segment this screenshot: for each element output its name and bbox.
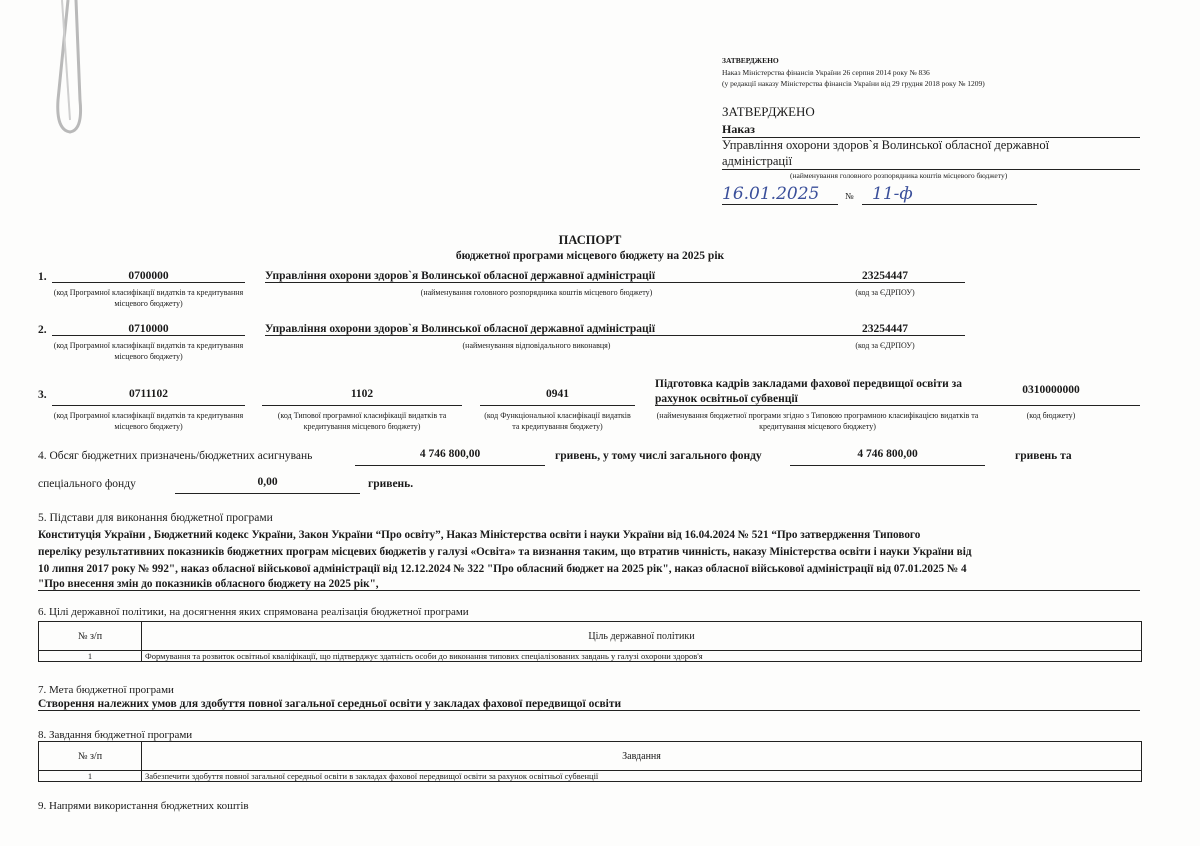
legal-basis-line: 10 липня 2017 року № 992", наказ обласної військової адміністрації від 12.12.2024 № 322 "Про обласний бюджет на 2025 рік", наказ обласної військової адміністрації від 07.01.2025 № 4: [38, 563, 967, 575]
typical-code: 1102: [262, 388, 462, 406]
functional-code: 0941: [480, 388, 635, 406]
approval-caption: (найменування головного розпорядника коштів місцевого бюджету): [790, 171, 1008, 180]
page-title: ПАСПОРТ: [558, 233, 622, 247]
typical-caption: (код Типової програмної класифікації видатків та кредитування місцевого бюджету): [277, 411, 447, 431]
paperclip-image: [28, 0, 88, 150]
table-header: [39, 622, 1142, 651]
general-fund-amount: 4 746 800,00: [790, 448, 985, 466]
approval-date: 16.01.2025: [722, 184, 838, 205]
row-number: 1: [39, 771, 142, 782]
special-fund-label: спеціального фонду: [38, 478, 136, 490]
section5-heading: 5. Підстави для виконання бюджетної програми: [38, 512, 273, 524]
column-header: № з/п: [39, 622, 142, 651]
section4-end-text: гривень та: [1015, 450, 1072, 462]
edrpou-caption: (код за ЄДРПОУ): [855, 288, 915, 297]
program-caption: (найменування бюджетної програми згідно з Типовою програмною класифікацією видатків та кредитування місцевого бюджету): [656, 411, 979, 431]
policy-goals-table: [38, 621, 1142, 662]
section4-label: 4. Обсяг бюджетних призначень/бюджетних асигнувань: [38, 450, 313, 462]
special-fund-unit: гривень.: [368, 478, 414, 490]
program-goal: Створення належних умов для здобуття повної загальної середньої освіти у закладах фахової передвищої освіти: [38, 698, 1140, 711]
column-header: Завдання: [142, 742, 1142, 771]
code-caption: (код Програмної класифікації видатків та кредитування місцевого бюджету): [53, 411, 244, 431]
page-subtitle: бюджетної програми місцевого бюджету на 2025 рік: [455, 250, 725, 262]
program-name: Підготовка кадрів закладами фахової передвищої освіти за: [655, 378, 963, 390]
column-header: Ціль державної політики: [142, 622, 1142, 651]
edrpou-caption: (код за ЄДРПОУ): [855, 341, 915, 350]
functional-caption: (код Функціональної класифікації видатків та кредитування бюджету): [484, 411, 631, 431]
table-row: [39, 651, 1142, 662]
edrpou-code: 23254447: [805, 323, 965, 336]
approval-note-title: ЗАТВЕРДЖЕНО: [722, 56, 779, 65]
row-number: 1: [39, 651, 142, 662]
legal-basis-line: переліку результативних показників бюджетних програм місцевих бюджетів у галузі «Освіта» та визнання таким, що втратив чинність, наказу Міністерства освіти і науки України від: [38, 546, 972, 558]
total-amount: 4 746 800,00: [355, 448, 545, 466]
program-code: 0700000: [52, 270, 245, 283]
section7-heading: 7. Мета бюджетної програми: [38, 684, 174, 696]
program-name: рахунок освітньої субвенції: [655, 393, 980, 406]
program-code: 0711102: [52, 388, 245, 406]
executor-name: Управління охорони здоров`я Волинської обласної державної адміністрації: [265, 323, 808, 336]
code-caption: (код Програмної класифікації видатків та кредитування місцевого бюджету): [53, 288, 244, 308]
name-caption: (найменування головного розпорядника коштів місцевого бюджету): [420, 288, 653, 297]
name-caption: (найменування відповідального виконавця): [462, 341, 611, 350]
approval-note-line: (у редакції наказу Міністерства фінансів України від 29 грудня 2018 року № 1209): [722, 79, 985, 88]
section9-heading: 9. Напрями використання бюджетних коштів: [38, 800, 249, 812]
edrpou-code: 23254447: [805, 270, 965, 283]
row-number: 3.: [38, 389, 47, 401]
row-number: 2.: [38, 324, 47, 336]
column-header: № з/п: [39, 742, 142, 771]
approval-org: адміністрації: [722, 154, 1140, 170]
org-name: Управління охорони здоров`я Волинської обласної державної адміністрації: [265, 270, 808, 283]
budget-caption: (код бюджету): [1026, 411, 1076, 420]
approval-order: Наказ: [722, 122, 1140, 138]
task: Забезпечити здобуття повної загальної середньої освіти в закладах фахової передвищої освіти за рахунок освітньої субвенції: [142, 771, 1142, 782]
legal-basis-line: Конституція України , Бюджетний кодекс України, Закон України “Про освіту”, Наказ Міністерства освіти і науки України від 16.04.2024 № 521 “Про затвердження Типового: [38, 529, 921, 541]
legal-basis-line: "Про внесення змін до показників обласного бюджету на 2025 рік",: [38, 578, 1140, 591]
section8-heading: 8. Завдання бюджетної програми: [38, 729, 193, 741]
table-header: [39, 742, 1142, 771]
tasks-table: [38, 741, 1142, 782]
section4-mid-text: гривень, у тому числі загального фонду: [555, 450, 762, 462]
approval-number: 11-ф: [862, 184, 1037, 205]
table-row: [39, 771, 1142, 782]
program-code: 0710000: [52, 323, 245, 336]
approval-org: Управління охорони здоров`я Волинської обласної державної: [722, 138, 1050, 152]
code-caption: (код Програмної класифікації видатків та кредитування місцевого бюджету): [53, 341, 244, 361]
policy-goal: Формування та розвиток освітньої кваліфікації, що підтверджує здатність особи до виконання типових спеціалізованих завдань у галузі охорони здоров'я: [142, 651, 1142, 662]
row-number: 1.: [38, 271, 47, 283]
section6-heading: 6. Цілі державної політики, на досягнення яких спрямована реалізація бюджетної програми: [38, 606, 469, 618]
approval-note-line: Наказ Міністерства фінансів України 26 серпня 2014 року № 836: [722, 68, 930, 77]
budget-code: 0310000000: [962, 384, 1140, 406]
special-fund-amount: 0,00: [175, 476, 360, 494]
approval-title: ЗАТВЕРДЖЕНО: [722, 104, 815, 119]
approval-number-label: №: [845, 191, 854, 201]
